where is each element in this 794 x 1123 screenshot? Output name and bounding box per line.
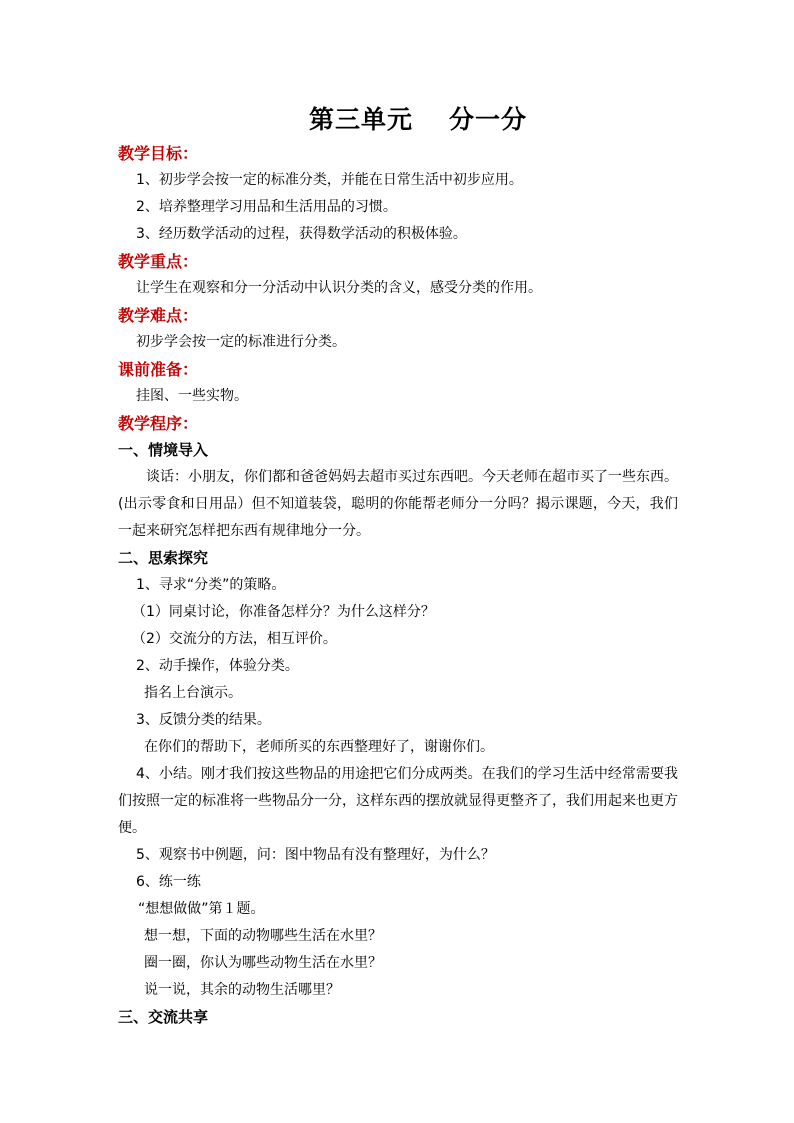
step-1a: （1）同桌讨论，你准备怎样分？为什么这样分？ xyxy=(132,604,435,620)
title-unit: 第三单元 xyxy=(308,105,413,134)
step-1: 1、寻求“分类”的策略。 xyxy=(136,577,286,593)
step-2: 2、动手操作，体验分类。 xyxy=(136,658,299,674)
section-1-heading: 一、情境导入 xyxy=(118,441,209,459)
step-6a: “想想做做”第１题。 xyxy=(138,901,265,917)
section-3-heading: 三、交流共享 xyxy=(118,1008,209,1026)
key-point-heading: 教学重点： xyxy=(118,252,199,271)
step-6c: 圈一圈，你认为哪些动物生活在水里？ xyxy=(144,955,382,971)
step-3a: 在你们的帮助下，老师所买的东西整理好了，谢谢你们。 xyxy=(144,739,494,755)
step-2a: 指名上台演示。 xyxy=(144,685,242,701)
difficulty-text: 初步学会按一定的标准进行分类。 xyxy=(136,334,346,350)
section-1-text: 谈话：小朋友，你们都和爸爸妈妈去超市买过东西吧。今天老师在超市买了一些东西。(出示零食和日用品）但不知道装袋，聪明的你能帮老师分一分吗？揭示课题，今天，我们一起来研究怎样把东西有规律地分一分。 xyxy=(118,469,678,539)
step-5: 5、观察书中例题，问：图中物品有没有整理好，为什么？ xyxy=(136,847,495,863)
step-6b: 想一想，下面的动物哪些生活在水里？ xyxy=(144,928,382,944)
procedure-heading: 教学程序： xyxy=(118,414,199,433)
key-point-text: 让学生在观察和分一分活动中认识分类的含义，感受分类的作用。 xyxy=(136,280,542,296)
title-topic: 分一分 xyxy=(449,105,528,134)
goals-heading: 教学目标： xyxy=(118,144,199,163)
preparation-heading: 课前准备： xyxy=(118,360,199,379)
step-3: 3、反馈分类的结果。 xyxy=(136,712,271,728)
step-6: 6、练一练 xyxy=(136,874,201,890)
step-6d: 说一说，其余的动物生活哪里？ xyxy=(144,982,340,998)
preparation-text: 挂图、一些实物。 xyxy=(136,388,248,404)
goal-item-1: 1、初步学会按一定的标准分类，并能在日常生活中初步应用。 xyxy=(136,172,523,188)
goal-item-2: 2、培养整理学习用品和生活用品的习惯。 xyxy=(136,199,397,215)
page-title xyxy=(118,100,678,140)
difficulty-heading: 教学难点： xyxy=(118,306,199,325)
step-4: 4、小结。刚才我们按这些物品的用途把它们分成两类。在我们的学习生活中经常需要我们按照一定的标准将一些物品分一分，这样东西的摆放就显得更整齐了，我们用起来也更方便。 xyxy=(118,766,678,836)
goal-item-3: 3、经历数学活动的过程，获得数学活动的积极体验。 xyxy=(136,226,467,242)
document-page xyxy=(118,100,678,1031)
section-2-heading: 二、思索探究 xyxy=(118,549,209,567)
step-1b: （2）交流分的方法，相互评价。 xyxy=(132,631,337,647)
